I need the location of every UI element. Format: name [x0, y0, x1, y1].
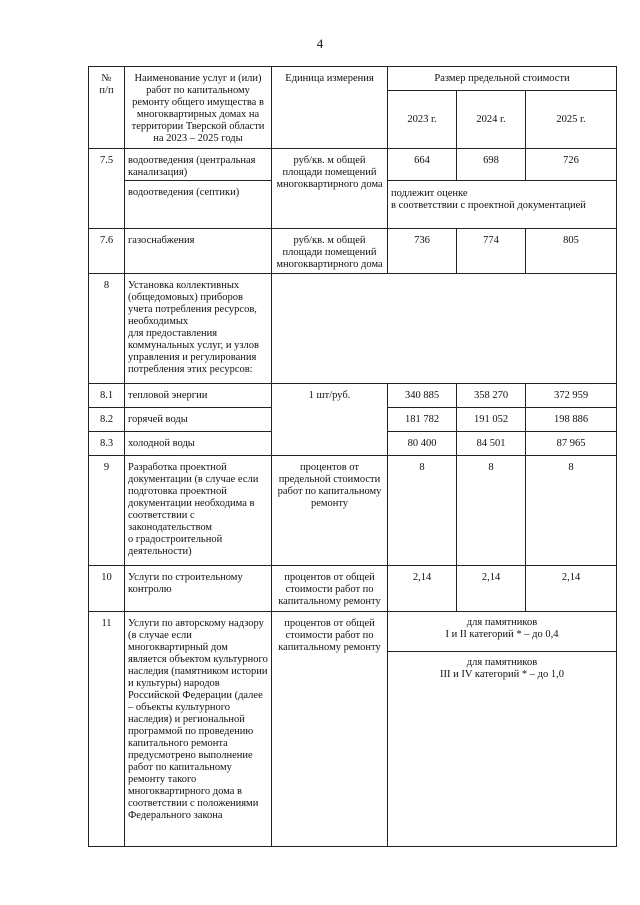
- header-unit: Единица измерения: [272, 67, 388, 149]
- table-row: [89, 612, 617, 652]
- value-2023: 181 782: [388, 408, 457, 432]
- value-2025: 372 959: [526, 384, 617, 408]
- table-row: [89, 274, 617, 384]
- row-unit: процентов от общей стоимости работ по капитальному ремонту: [272, 566, 388, 612]
- row-name: горячей воды: [125, 408, 272, 432]
- value-2025: 8: [526, 456, 617, 566]
- value-2023: 340 885: [388, 384, 457, 408]
- row-name: Разработка проектной документации (в случае если подготовка проектной документации необходима в соответствии с законодательством о градостроительной деятельности): [125, 456, 272, 566]
- row-num: 11: [89, 612, 125, 847]
- row-name: водоотведения (центральная канализация): [125, 149, 272, 181]
- cost-table: [88, 66, 617, 847]
- row-num: 10: [89, 566, 125, 612]
- header-num: № п/п: [89, 67, 125, 149]
- value-2025: 198 886: [526, 408, 617, 432]
- table-row: [89, 149, 617, 181]
- value-2023: 2,14: [388, 566, 457, 612]
- row-name: тепловой энергии: [125, 384, 272, 408]
- value-2023: 736: [388, 229, 457, 274]
- header-year-2024: 2024 г.: [457, 91, 526, 149]
- row-empty: [272, 274, 617, 384]
- value-2024: 191 052: [457, 408, 526, 432]
- table-row: [89, 566, 617, 612]
- row-num: 8: [89, 274, 125, 384]
- value-2025: 87 965: [526, 432, 617, 456]
- row-unit: 1 шт/руб.: [272, 384, 388, 456]
- table-row: [89, 384, 617, 408]
- row-name: Услуги по авторскому надзору (в случае если многоквартирный дом является объектом культурного наследия (памятником истории и культуры) народов Российской Федерации (далее – объекты культурного наследия) и региональной программой по проведению капитального ремонта предусмотрено выполнение работ по капитальному ремонту такого многоквартирного дома в соответствии с положениями Федерального закона: [125, 612, 272, 847]
- value-2025: 805: [526, 229, 617, 274]
- value-2023: 8: [388, 456, 457, 566]
- page-number: 4: [316, 36, 324, 51]
- header-year-2023: 2023 г.: [388, 91, 457, 149]
- row-note-iii-iv: для памятников III и IV категорий * – до 1,0: [388, 652, 617, 847]
- row-name: холодной воды: [125, 432, 272, 456]
- row-num: 8.3: [89, 432, 125, 456]
- value-2023: 80 400: [388, 432, 457, 456]
- value-2024: 358 270: [457, 384, 526, 408]
- value-2024: 2,14: [457, 566, 526, 612]
- value-2024: 774: [457, 229, 526, 274]
- row-unit: руб/кв. м общей площади помещений многоквартирного дома: [272, 149, 388, 229]
- row-name: Установка коллективных (общедомовых) приборов учета потребления ресурсов, необходимых для предоставления коммунальных услуг, и узлов управления и регулирования потребления этих ресурсов:: [125, 274, 272, 384]
- table-row: [89, 456, 617, 566]
- value-2024: 84 501: [457, 432, 526, 456]
- value-2025: 726: [526, 149, 617, 181]
- row-note-i-ii: для памятников I и II категорий * – до 0,4: [388, 612, 617, 652]
- table-row: [89, 229, 617, 274]
- row-num: 8.2: [89, 408, 125, 432]
- row-num: 8.1: [89, 384, 125, 408]
- row-name: Услуги по строительному контролю: [125, 566, 272, 612]
- row-name: газоснабжения: [125, 229, 272, 274]
- row-num: 7.6: [89, 229, 125, 274]
- row-unit: процентов от общей стоимости работ по капитальному ремонту: [272, 612, 388, 847]
- table-header-row: [89, 67, 617, 91]
- value-2024: 8: [457, 456, 526, 566]
- value-2025: 2,14: [526, 566, 617, 612]
- row-num: 7.5: [89, 149, 125, 229]
- row-num: 9: [89, 456, 125, 566]
- value-2024: 698: [457, 149, 526, 181]
- header-year-2025: 2025 г.: [526, 91, 617, 149]
- header-name: Наименование услуг и (или) работ по капитальному ремонту общего имущества в многоквартирных домах на территории Тверской области на 2023 – 2025 годы: [125, 67, 272, 149]
- value-2023: 664: [388, 149, 457, 181]
- header-cost: Размер предельной стоимости: [388, 67, 617, 91]
- row-name: водоотведения (септики): [125, 181, 272, 229]
- row-unit: руб/кв. м общей площади помещений многоквартирного дома: [272, 229, 388, 274]
- row-unit: процентов от предельной стоимости работ по капитальному ремонту: [272, 456, 388, 566]
- row-note: подлежит оценке в соответствии с проектной документацией: [388, 181, 617, 229]
